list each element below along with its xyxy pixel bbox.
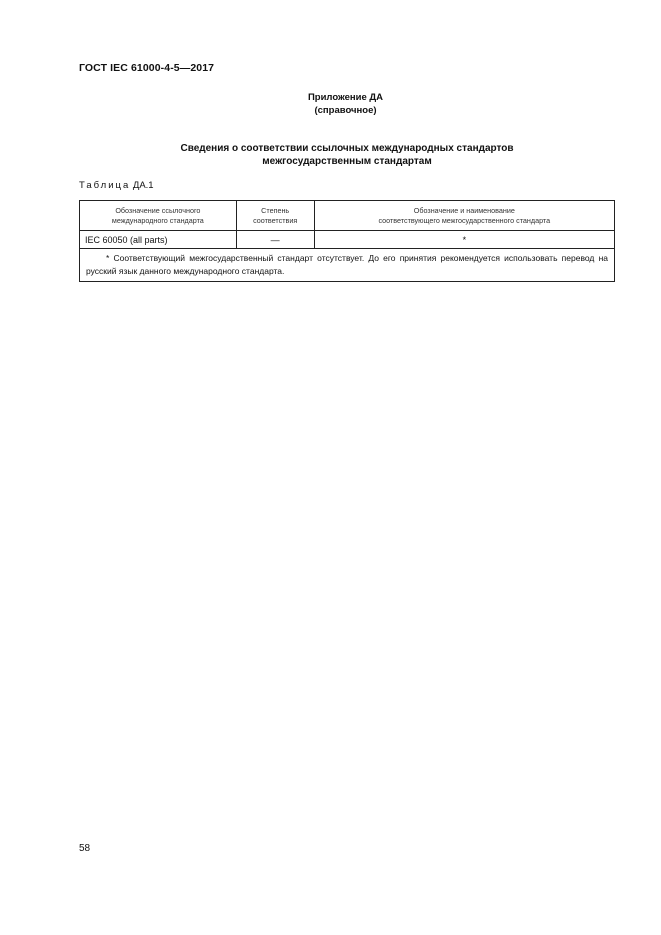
appendix-subtitle: (справочное): [314, 104, 377, 116]
column-header-line: Обозначение и наименование: [413, 205, 515, 215]
table-footnote-row: [80, 249, 615, 282]
table-caption-word: Таблица: [79, 180, 131, 191]
section-title-line2: межгосударственным стандартам: [262, 156, 432, 167]
column-header-line: Степень: [261, 205, 290, 215]
section-title-line1: Сведения о соответствии ссылочных международных стандартов: [180, 143, 514, 154]
column-header-line: Обозначение ссылочного: [115, 205, 201, 215]
table-caption: [79, 180, 154, 191]
column-header-degree: [236, 201, 314, 231]
appendix-heading: [15, 92, 661, 117]
table-header-row: [80, 201, 615, 231]
cell-standard: IEC 60050 (all parts): [80, 231, 237, 249]
reference-standards-table: [79, 200, 615, 282]
column-header-line: международного стандарта: [111, 215, 204, 225]
cell-degree: —: [236, 231, 314, 249]
appendix-title: Приложение ДА: [307, 92, 384, 103]
table-footnote-text: * Соответствующий межгосударственный стандарт отсутствует. До его принятия рекомендуется использовать перевод на русский язык данного международного стандарта.: [86, 253, 608, 276]
table-footnote: [86, 253, 608, 276]
document-designation: ГОСТ IEC 61000-4-5—2017: [79, 62, 215, 74]
column-header-line: соответствующего межгосударственного стандарта: [378, 215, 551, 225]
column-header-national-standard: [314, 201, 614, 231]
cell-national: *: [314, 231, 614, 249]
page-number: 58: [79, 843, 91, 854]
section-title: [79, 142, 615, 168]
column-header-international-standard: [80, 201, 237, 231]
table-row: [80, 231, 615, 249]
column-header-line: соответствия: [253, 215, 298, 225]
table-caption-id: ДА.1: [132, 180, 154, 191]
table-footnote-cell: [80, 249, 615, 282]
